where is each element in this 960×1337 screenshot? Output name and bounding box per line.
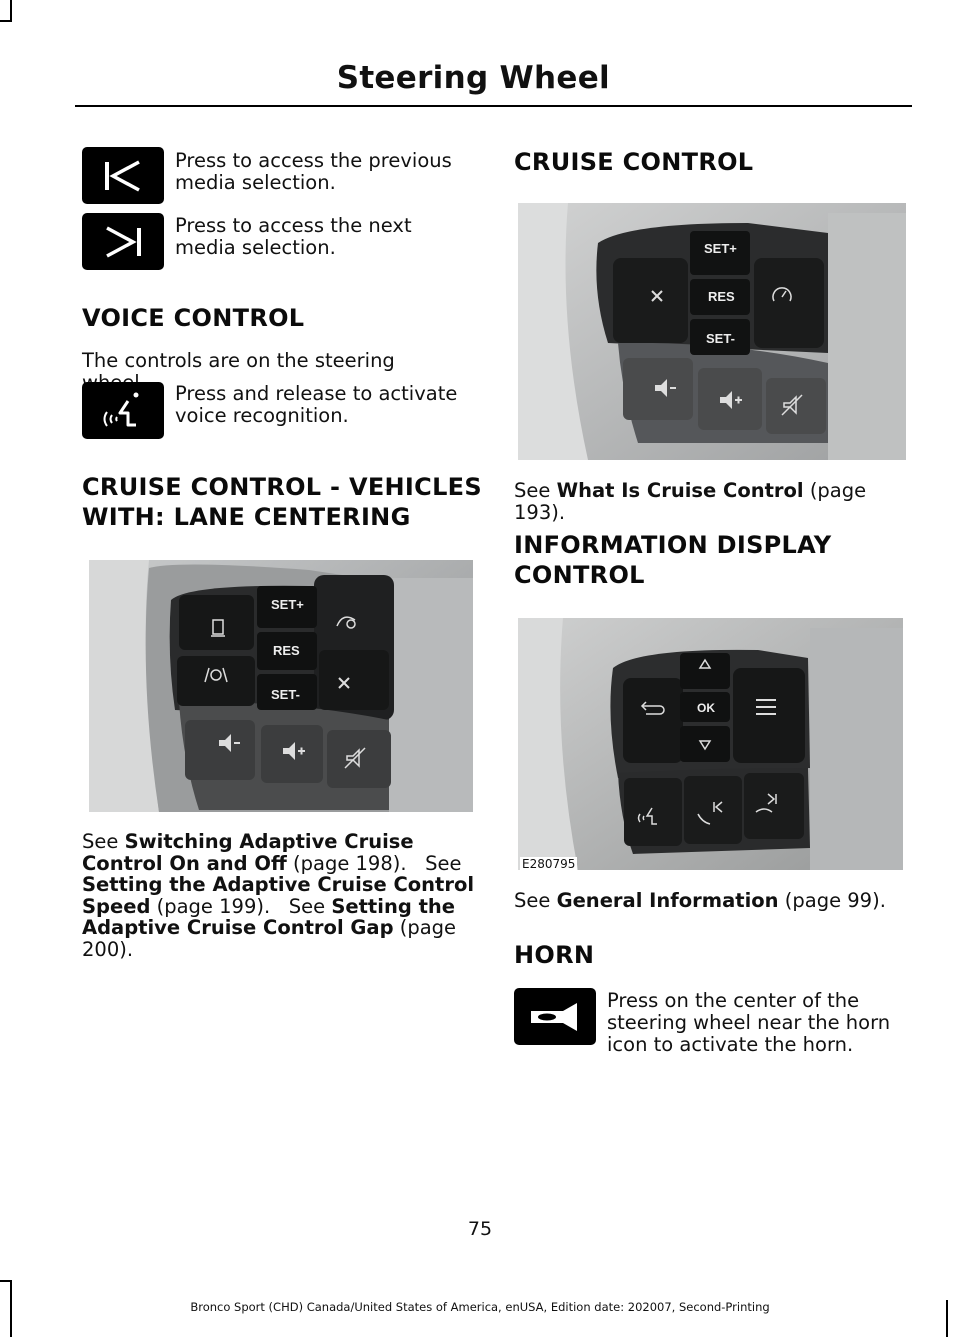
info-display-heading-line2: CONTROL xyxy=(514,561,645,589)
set-minus-label: SET- xyxy=(271,687,300,702)
voice-control-heading: VOICE CONTROL xyxy=(82,304,305,332)
previous-track-icon xyxy=(82,147,164,204)
header-divider xyxy=(75,105,912,107)
voice-control-intro: The controls are on the steering xyxy=(82,349,395,372)
page-number: 75 xyxy=(467,1218,493,1240)
info-display-heading-line1: INFORMATION DISPLAY xyxy=(514,531,832,559)
set-minus-label: SET- xyxy=(706,331,735,346)
voice-recognition-icon xyxy=(82,382,164,439)
link-setting-acc-speed[interactable]: Setting the Adaptive Cruise Control Speed xyxy=(82,873,475,918)
lane-centering-controls-photo xyxy=(89,560,473,812)
set-plus-label: SET+ xyxy=(704,241,737,256)
next-media-text: Press to access the next media selection. xyxy=(175,214,412,259)
footer-edition: Bronco Sport (CHD) Canada/United States of America, enUSA, Edition date: 202007, Second-Printing xyxy=(190,1300,770,1314)
image-code: E280795 xyxy=(522,857,576,870)
cruise-controls-photo xyxy=(518,203,906,460)
horn-text: Press on the center of the steering wheel near the horn icon to activate the horn. xyxy=(607,989,891,1056)
res-label: RES xyxy=(273,643,300,658)
cruise-lane-centering-heading-line1: CRUISE CONTROL - VEHICLES xyxy=(82,473,482,501)
cruise-reference: See What Is Cruise Control (page 193). xyxy=(514,479,867,524)
crop-mark xyxy=(0,20,12,22)
link-general-information[interactable]: General Information xyxy=(556,889,779,912)
set-plus-label: SET+ xyxy=(271,597,304,612)
ok-label: OK xyxy=(697,701,715,715)
page-title: Steering Wheel xyxy=(336,60,610,96)
res-label: RES xyxy=(708,289,735,304)
link-what-is-cruise-control[interactable]: What Is Cruise Control xyxy=(556,479,804,502)
voice-recognition-text: Press and release to activate voice recognition. xyxy=(175,382,458,427)
link-switching-acc[interactable]: Switching Adaptive Cruise Control On and Off xyxy=(82,830,414,875)
next-track-icon xyxy=(82,213,164,270)
crop-mark xyxy=(10,0,12,22)
previous-media-text: Press to access the previous media selection. xyxy=(175,149,452,194)
info-display-controls-photo xyxy=(518,618,903,870)
horn-heading: HORN xyxy=(514,941,595,969)
info-display-reference: See General Information (page 99). xyxy=(514,889,886,912)
cruise-lane-references: See Switching Adaptive Cruise Control On and Off (page 198). See Setting the Adaptive Cruise Control Speed (page 199). See Setting the Adaptive Cruise Control Gap (page 200). xyxy=(82,830,475,961)
link-setting-acc-gap[interactable]: Setting the Adaptive Cruise Control Gap xyxy=(82,894,455,939)
cruise-lane-centering-heading-line2: WITH: LANE CENTERING xyxy=(82,503,411,531)
cruise-control-heading: CRUISE CONTROL xyxy=(514,148,754,176)
crop-mark xyxy=(0,1280,12,1282)
horn-icon xyxy=(514,988,596,1045)
